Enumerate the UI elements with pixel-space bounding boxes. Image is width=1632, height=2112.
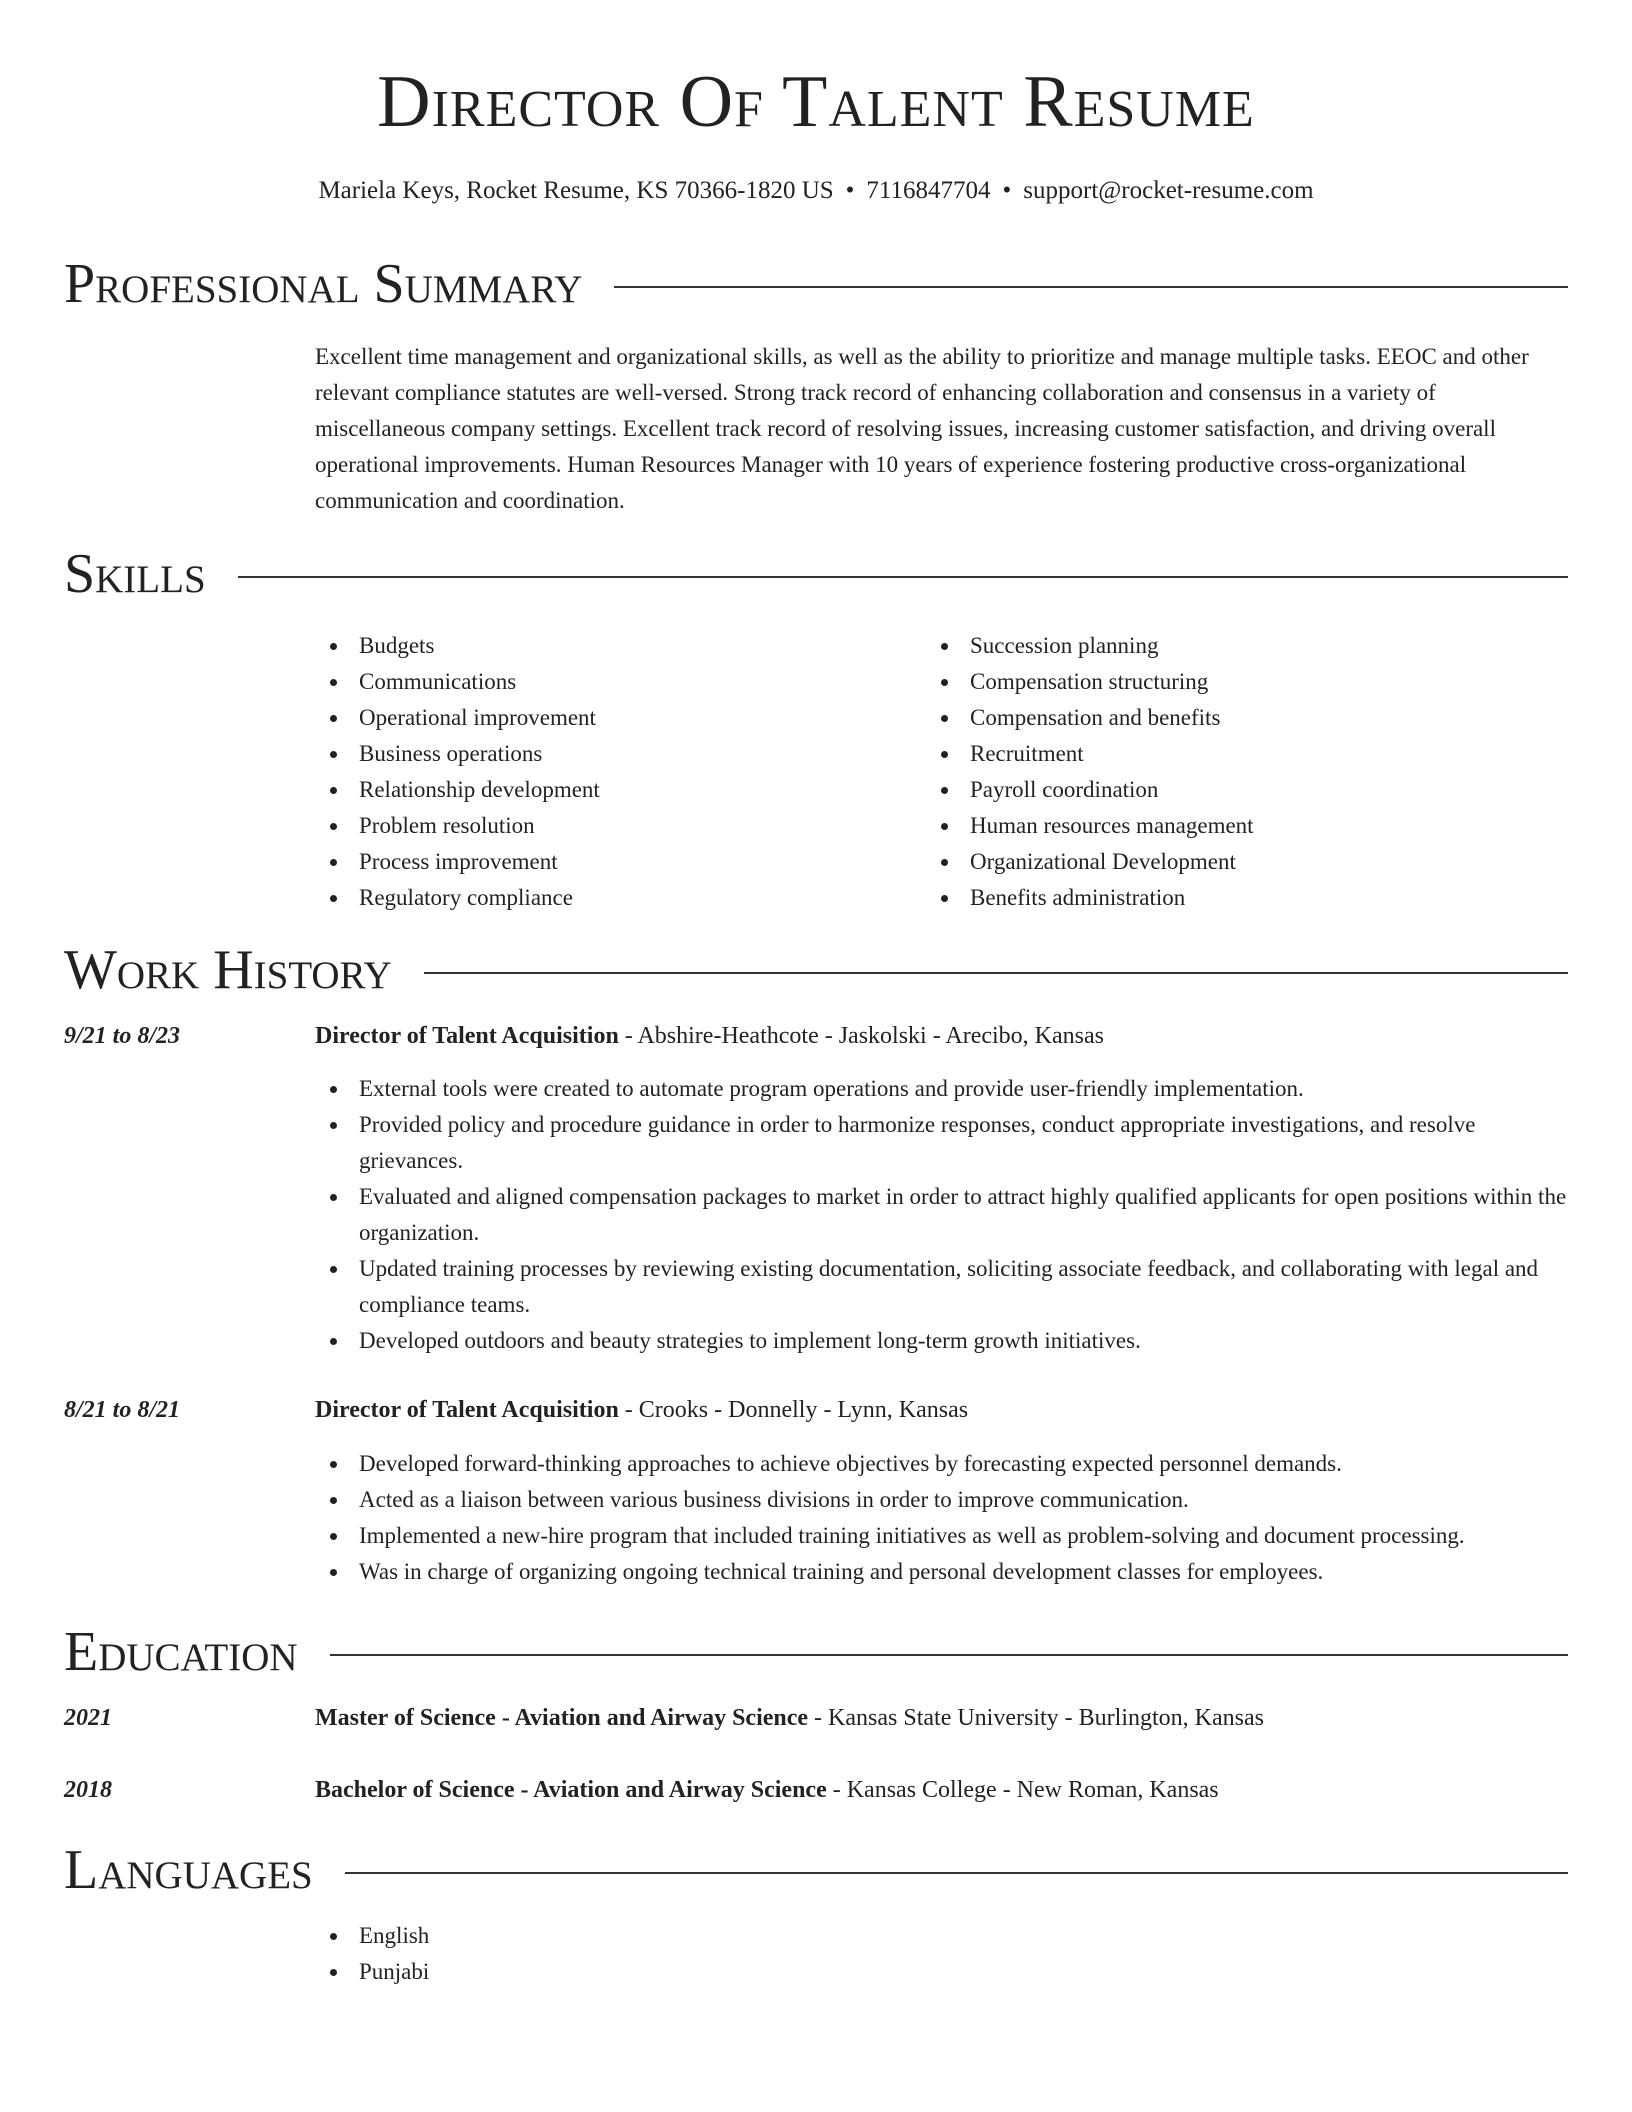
- skill-item: Recruitment: [926, 736, 1526, 772]
- skill-item: Business operations: [315, 736, 915, 772]
- section-divider: [238, 576, 1568, 578]
- education-date: 2018: [64, 1777, 112, 1803]
- contact-separator: •: [1002, 177, 1012, 204]
- job-bullet: Developed forward-thinking approaches to achieve objectives by forecasting expected personnel demands.: [315, 1446, 1575, 1482]
- section-divider: [424, 972, 1568, 974]
- job-bullet: Developed outdoors and beauty strategies to implement long-term growth initiatives.: [315, 1323, 1575, 1359]
- language-item: English: [315, 1918, 915, 1954]
- job-details: - Abshire-Heathcote - Jaskolski - Arecibo, Kansas: [618, 1023, 1104, 1049]
- languages-list: [315, 1918, 915, 1990]
- contact-separator: •: [845, 177, 855, 204]
- contact-address: Mariela Keys, Rocket Resume, KS 70366-1820 US: [318, 177, 834, 204]
- job-date: 8/21 to 8/21: [64, 1397, 181, 1423]
- summary-heading: Professional Summary: [64, 253, 583, 315]
- skill-item: Compensation structuring: [926, 664, 1526, 700]
- job-bullets: [315, 1071, 1575, 1359]
- job-bullet: Evaluated and aligned compensation packages to market in order to attract highly qualified applicants for open positions within the organization.: [315, 1179, 1575, 1251]
- summary-text: Excellent time management and organizational skills, as well as the ability to prioritize and manage multiple tasks. EEOC and other relevant compliance statutes are well-versed. Strong track record of enhancing collaboration and consensus in a variety of miscellaneous company settings. Excellent track record of resolving issues, increasing customer satisfaction, and driving overall operational improvements. Human Resources Manager with 10 years of experience fostering productive cross-organizational communication and coordination.: [315, 344, 1529, 513]
- job-bullet: Was in charge of organizing ongoing technical training and personal development classes for employees.: [315, 1554, 1575, 1590]
- job-bullet: Implemented a new-hire program that included training initiatives as well as problem-solving and document processing.: [315, 1518, 1575, 1554]
- education-date: 2021: [64, 1705, 112, 1731]
- languages-section-header: [64, 1838, 1568, 1902]
- skill-item: Communications: [315, 664, 915, 700]
- education-details: - Kansas College - New Roman, Kansas: [826, 1777, 1219, 1803]
- skill-item: Problem resolution: [315, 808, 915, 844]
- job-title: Director of Talent Acquisition: [315, 1397, 619, 1423]
- skill-item: Regulatory compliance: [315, 880, 915, 916]
- skills-list-right: [926, 628, 1526, 916]
- education-section-header: [64, 1620, 1568, 1684]
- skill-item: Budgets: [315, 628, 915, 664]
- skill-item: Operational improvement: [315, 700, 915, 736]
- skill-item: Human resources management: [926, 808, 1526, 844]
- skill-item: Compensation and benefits: [926, 700, 1526, 736]
- education-details: - Kansas State University - Burlington, Kansas: [808, 1705, 1264, 1731]
- contact-email: support@rocket-resume.com: [1023, 177, 1314, 204]
- resume-title: Director Of Talent Resume: [377, 61, 1255, 143]
- section-divider: [330, 1654, 1568, 1656]
- job-bullet: Acted as a liaison between various business divisions in order to improve communication.: [315, 1482, 1575, 1518]
- skills-heading: Skills: [64, 543, 206, 605]
- job-title: Director of Talent Acquisition: [315, 1023, 619, 1049]
- degree-title: Master of Science - Aviation and Airway Science: [315, 1705, 809, 1731]
- skill-item: Benefits administration: [926, 880, 1526, 916]
- section-divider: [345, 1872, 1568, 1874]
- work-heading: Work History: [64, 939, 392, 1001]
- job-heading: [315, 1018, 1570, 1054]
- job-bullets: [315, 1446, 1575, 1590]
- skill-item: Succession planning: [926, 628, 1526, 664]
- section-divider: [614, 286, 1568, 288]
- language-item: Punjabi: [315, 1954, 915, 1990]
- skill-item: Payroll coordination: [926, 772, 1526, 808]
- job-bullet: Provided policy and procedure guidance in order to harmonize responses, conduct appropriate investigations, and resolve grievances.: [315, 1107, 1575, 1179]
- skill-item: Relationship development: [315, 772, 915, 808]
- contact-line: [0, 174, 1632, 208]
- skills-section-header: [64, 542, 1568, 606]
- contact-phone: 7116847704: [866, 177, 991, 204]
- job-bullet: Updated training processes by reviewing existing documentation, soliciting associate feedback, and collaborating with legal and compliance teams.: [315, 1251, 1575, 1323]
- education-entry: [315, 1700, 1570, 1736]
- education-heading: Education: [64, 1621, 298, 1683]
- job-heading: [315, 1392, 1570, 1428]
- job-bullet: External tools were created to automate program operations and provide user-friendly implementation.: [315, 1071, 1575, 1107]
- work-section-header: [64, 938, 1568, 1002]
- skills-list-left: [315, 628, 915, 916]
- job-date: 9/21 to 8/23: [64, 1023, 181, 1049]
- degree-title: Bachelor of Science - Aviation and Airway Science: [315, 1777, 827, 1803]
- summary-section-header: [64, 252, 1568, 316]
- education-entry: [315, 1772, 1570, 1808]
- skill-item: Organizational Development: [926, 844, 1526, 880]
- languages-heading: Languages: [64, 1839, 313, 1901]
- job-details: - Crooks - Donnelly - Lynn, Kansas: [618, 1397, 969, 1423]
- skill-item: Process improvement: [315, 844, 915, 880]
